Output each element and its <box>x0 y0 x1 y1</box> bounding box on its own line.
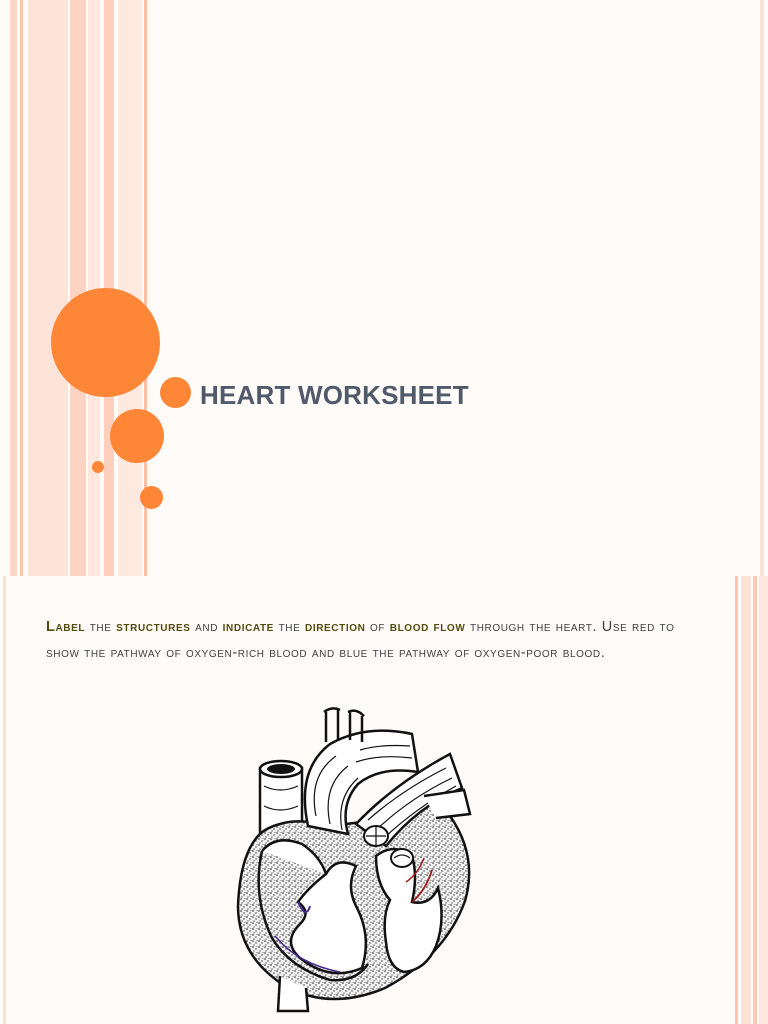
instruction-text: the <box>85 619 117 635</box>
decor-stripe <box>28 0 68 576</box>
decor-circle-tiny <box>92 461 104 473</box>
instruction-keyword: direction <box>305 619 366 635</box>
decor-stripe <box>760 0 764 576</box>
decor-stripe <box>3 576 6 1024</box>
decor-stripe <box>759 576 768 1024</box>
instruction-text: and <box>190 619 223 635</box>
instructions-text <box>46 614 686 666</box>
decor-stripe <box>741 576 751 1024</box>
decor-circle-small <box>140 486 163 509</box>
instruction-keyword: blood flow <box>389 619 466 635</box>
instruction-text: through the heart. Use red to show the pathway of oxygen-rich blood and blue the pathway of oxygen-poor blood. <box>46 619 675 661</box>
instruction-text: the <box>273 619 306 635</box>
instruction-keyword: structures <box>116 619 191 635</box>
decor-stripe <box>70 0 86 576</box>
heart-diagram <box>180 706 510 1016</box>
instruction-keyword: indicate <box>222 619 274 635</box>
instruction-text: of <box>365 619 390 635</box>
decor-stripe <box>20 0 23 576</box>
instruction-keyword: Label <box>46 619 86 635</box>
decor-circle-large <box>51 288 160 397</box>
decor-stripe <box>118 0 142 576</box>
decor-circle-medium <box>110 409 164 463</box>
decor-stripe <box>10 0 17 576</box>
decor-stripe <box>753 576 757 1024</box>
worksheet-slide <box>0 576 768 1024</box>
decor-stripe <box>735 576 738 1024</box>
slide-title: HEART WORKSHEET <box>200 380 469 410</box>
decor-circle-small <box>160 377 191 408</box>
